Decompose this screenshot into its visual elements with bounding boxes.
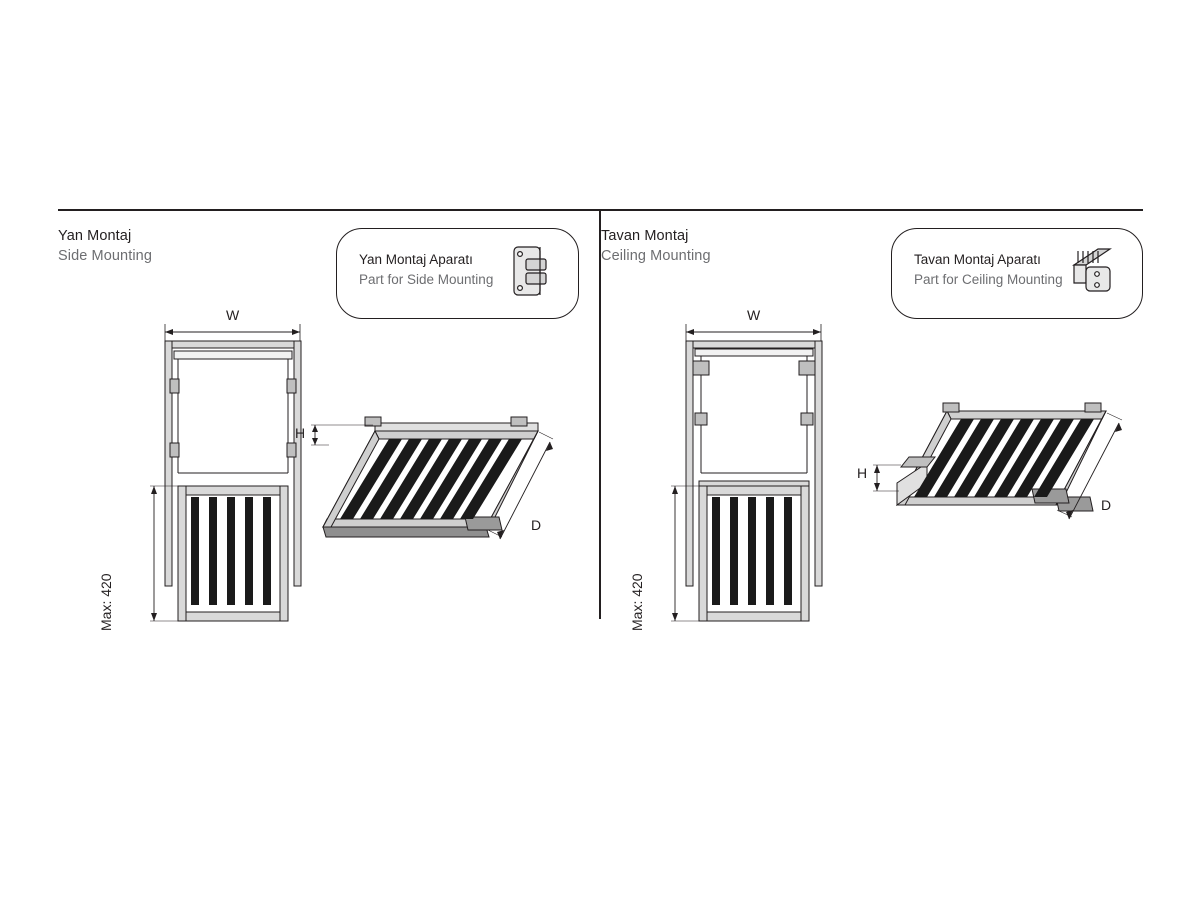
ceiling-mounting-iso-view — [851, 387, 1151, 557]
ceiling-front-height-label: Max: 420 — [629, 573, 645, 631]
side-front-width-label: W — [226, 307, 240, 323]
ceiling-mount-bracket-icon — [1064, 243, 1126, 305]
ceiling-mounting-title-en: Ceiling Mounting — [601, 247, 711, 264]
panel-ceiling-mounting — [601, 209, 1143, 629]
ceiling-front-width-label: W — [747, 307, 761, 323]
side-iso-height-label: H — [295, 425, 306, 441]
side-mounting-title-en: Side Mounting — [58, 247, 152, 264]
ceiling-iso-height-label: H — [857, 465, 868, 481]
ceiling-mount-callout — [891, 228, 1143, 319]
ceiling-mounting-title-block — [601, 227, 711, 266]
side-iso-depth-label: D — [531, 517, 542, 533]
side-front-height-label: Max: 420 — [98, 573, 114, 631]
side-mounting-title-block — [58, 227, 152, 266]
ceiling-mount-callout-title-tr: Tavan Montaj Aparatı — [914, 252, 1041, 267]
panel-side-mounting — [58, 209, 599, 629]
side-mounting-title-tr: Yan Montaj — [58, 228, 132, 244]
side-mounting-iso-view — [295, 399, 603, 564]
ceiling-mounting-front-view — [629, 301, 859, 631]
side-mount-bracket-icon — [500, 243, 562, 305]
side-mount-callout — [336, 228, 579, 319]
side-mount-callout-text — [359, 250, 493, 289]
side-mounting-front-view — [98, 301, 328, 631]
ceiling-mount-callout-text — [914, 250, 1063, 289]
side-mount-callout-title-en: Part for Side Mounting — [359, 271, 494, 287]
side-mount-callout-title-tr: Yan Montaj Aparatı — [359, 252, 473, 267]
ceiling-mount-callout-title-en: Part for Ceiling Mounting — [914, 271, 1063, 287]
ceiling-iso-depth-label: D — [1101, 497, 1112, 513]
ceiling-mounting-title-tr: Tavan Montaj — [601, 228, 689, 244]
